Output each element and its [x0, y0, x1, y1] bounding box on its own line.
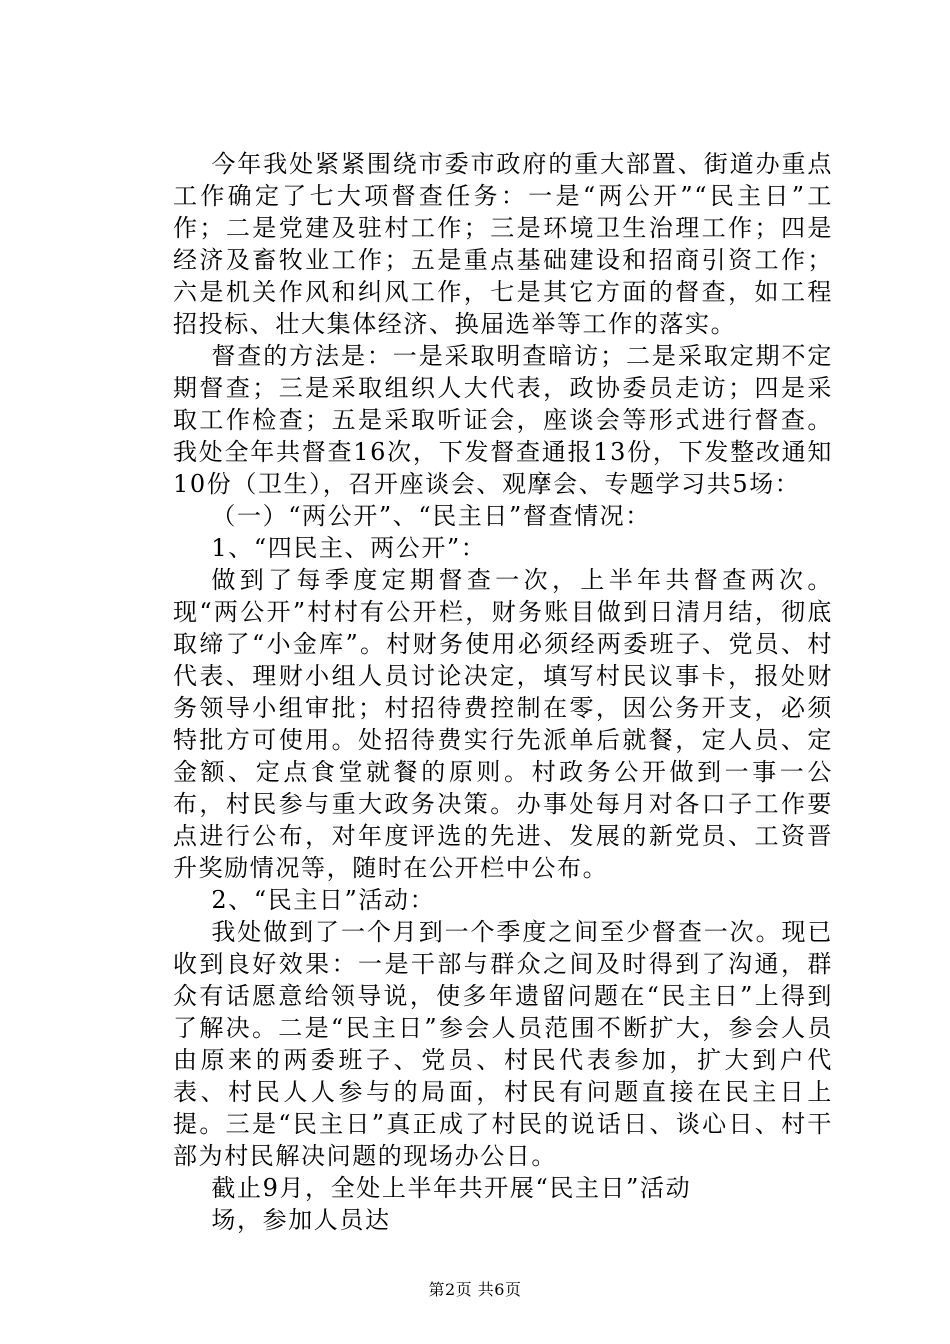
section-heading-1: （一）“两公开”、“民主日”督查情况：	[211, 502, 651, 530]
page-footer: 第2页 共6页	[428, 1280, 522, 1299]
document-body	[173, 148, 833, 1236]
subsection-heading-1: 1、“四民主、两公开”：	[211, 534, 487, 562]
paragraph-stats-1: 截止9月，全处上半年共开展“民主日”活动	[211, 1174, 692, 1202]
paragraph-tasks: 今年我处紧紧围绕市委市政府的重大部置、街道办重点工作确定了七大项督查任务：一是“两公开”“民主日”工作；二是党建及驻村工作；三是环境卫生治理工作；四是经济及畜牧业工作；五是重点基础建设和招商引资工作；六是机关作风和纠风工作，七是其它方面的督查，如工程招投标、壮大集体经济、换届选举等工作的落实。	[173, 150, 833, 338]
paragraph-stats-2: 场，参加人员达	[211, 1206, 391, 1234]
subsection-heading-2: 2、“民主日”活动：	[211, 886, 436, 914]
paragraph-two-open: 做到了每季度定期督查一次，上半年共督查两次。现“两公开”村村有公开栏，财务账目做到日清月结，彻底取缔了“小金库”。村财务使用必须经两委班子、党员、村代表、理财小组人员讨论决定，填写村民议事卡，报处财务领导小组审批；村招待费控制在零，因公务开支，必须特批方可使用。处招待费实行先派单后就餐，定人员、定金额、定点食堂就餐的原则。村政务公开做到一事一公布，村民参与重大政务决策。办事处每月对各口子工作要点进行公布，对年度评选的先进、发展的新党员、工资晋升奖励情况等，随时在公开栏中公布。	[173, 566, 833, 882]
paragraph-democracy-day: 我处做到了一个月到一个季度之间至少督查一次。现已收到良好效果：一是干部与群众之间及时得到了沟通，群众有话愿意给领导说，使多年遗留问题在“民主日”上得到了解决。二是“民主日”参会人员范围不断扩大，参会人员由原来的两委班子、党员、村民代表参加，扩大到户代表、村民人人参与的局面，村民有问题直接在民主日上提。三是“民主日”真正成了村民的说话日、谈心日、村干部为村民解决问题的现场办公日。	[173, 918, 833, 1170]
paragraph-methods: 督查的方法是：一是采取明查暗访；二是采取定期不定期督查；三是采取组织人大代表，政协委员走访；四是采取工作检查；五是采取听证会，座谈会等形式进行督查。我处全年共督查16次，下发督查通报13份，下发整改通知10份（卫生），召开座谈会、观摩会、专题学习共5场：	[173, 342, 833, 498]
